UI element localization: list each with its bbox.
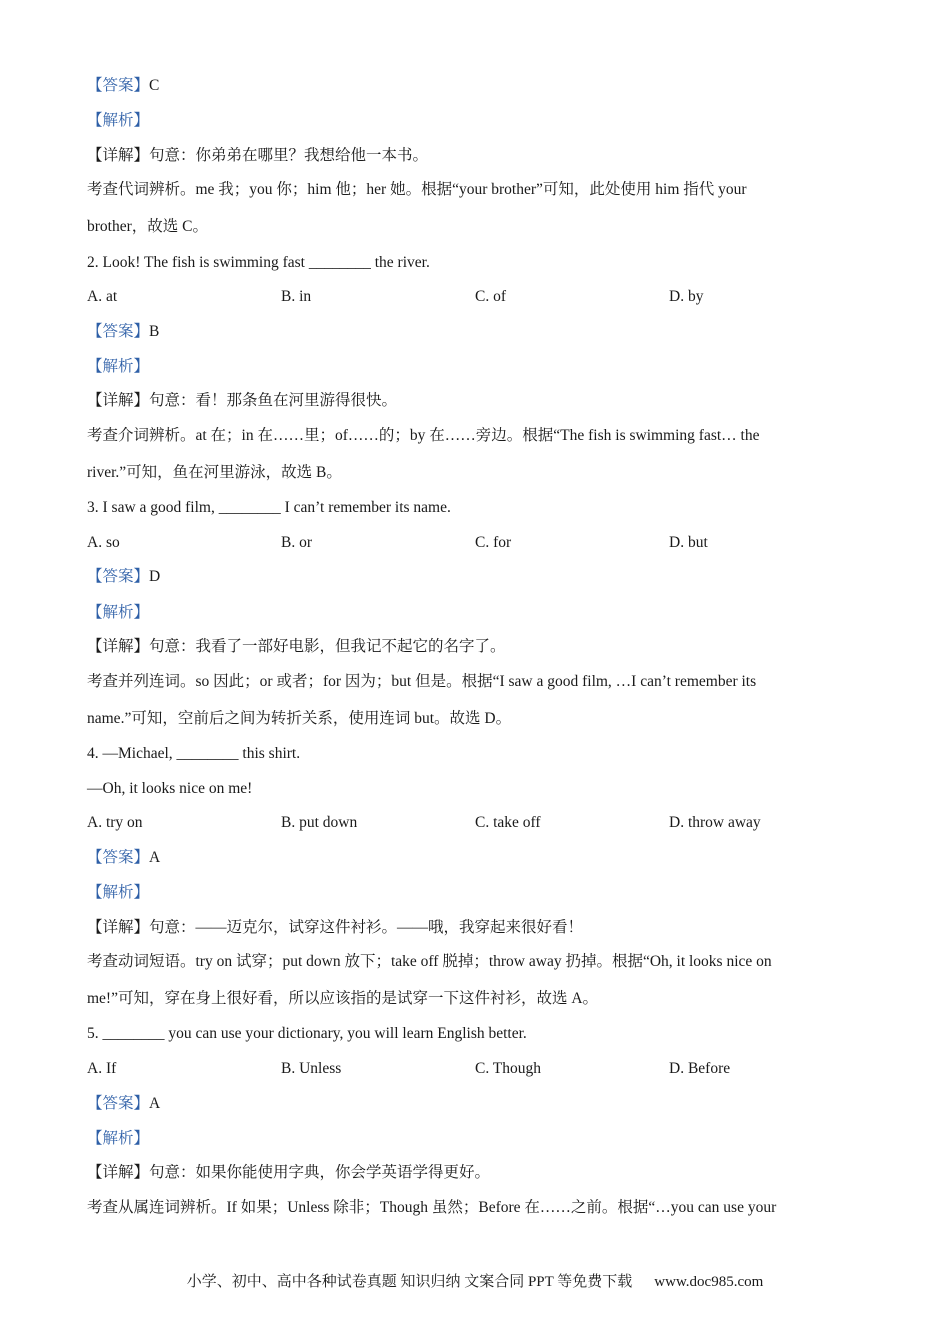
- q2-analysis-line: [87, 357, 850, 377]
- q1-detail-line: [87, 146, 850, 166]
- q5-detail-line: [87, 1163, 850, 1183]
- q3-option-a: A. so: [87, 534, 120, 551]
- answer-tag: 【答案】: [87, 323, 150, 340]
- q4-explanation-2: me!”可知，穿在身上很好看，所以应该指的是试穿一下这件衬衫，故选 A。: [87, 990, 599, 1007]
- q3-option-d: D. but: [669, 534, 708, 551]
- q5-stem: 5. ________ you can use your dictionary, you will learn English better.: [87, 1025, 527, 1042]
- analysis-tag: 【解析】: [87, 112, 150, 129]
- q3-detail-line: [87, 637, 850, 657]
- q5-answer-line: [87, 1094, 850, 1114]
- answer-tag: 【答案】: [87, 568, 150, 585]
- analysis-tag: 【解析】: [87, 358, 150, 375]
- q3-analysis-line: [87, 603, 850, 623]
- q2-option-a: A. at: [87, 288, 118, 305]
- q5-option-c: C. Though: [475, 1060, 542, 1077]
- q4-detail-line: [87, 918, 850, 938]
- q5-option-d: D. Before: [669, 1060, 731, 1077]
- detail-tag: 【详解】: [87, 392, 150, 409]
- q3-option-b: B. or: [281, 534, 312, 551]
- q4-stem: 4. —Michael, ________ this shirt.: [87, 745, 301, 762]
- q5-answer: A: [149, 1095, 161, 1112]
- footer-text: 小学、初中、高中各种试卷真题 知识归纳 文案合同 PPT 等免费下载: [186, 1274, 633, 1290]
- analysis-tag: 【解析】: [87, 1130, 150, 1147]
- q2-option-d: D. by: [669, 288, 704, 305]
- q3-answer-line: [87, 567, 850, 587]
- q2-meaning: 句意：看！那条鱼在河里游得很快。: [149, 392, 398, 409]
- q3-explanation-2: name.”可知，空前后之间为转折关系，使用连词 but。故选 D。: [87, 710, 512, 727]
- q4-stem-reply: —Oh, it looks nice on me!: [87, 780, 253, 797]
- answer-tag: 【答案】: [87, 849, 150, 866]
- q4-answer: A: [149, 849, 161, 866]
- q4-option-a: A. try on: [87, 814, 143, 831]
- q4-meaning: 句意：——迈克尔，试穿这件衬衫。——哦，我穿起来很好看！: [149, 919, 584, 936]
- q5-explanation-1: 考查从属连词辨析。If 如果；Unless 除非；Though 虽然；Before 在……之前。根据“…you can use your: [87, 1199, 777, 1216]
- q2-option-c: C. of: [475, 288, 506, 305]
- q4-option-d: D. throw away: [669, 814, 761, 831]
- q4-option-b: B. put down: [281, 814, 358, 831]
- answer-tag: 【答案】: [87, 77, 150, 94]
- q2-explanation-1: 考查介词辨析。at 在；in 在……里；of……的；by 在……旁边。根据“The fish is swimming fast… the: [87, 427, 760, 444]
- detail-tag: 【详解】: [87, 147, 150, 164]
- q4-answer-line: [87, 848, 850, 868]
- q5-meaning: 句意：如果你能使用字典，你会学英语学得更好。: [149, 1164, 491, 1181]
- q4-analysis-line: [87, 883, 850, 903]
- q2-answer: B: [149, 323, 160, 340]
- q3-option-c: C. for: [475, 534, 512, 551]
- footer-url[interactable]: www.doc985.com: [654, 1274, 764, 1290]
- detail-tag: 【详解】: [87, 919, 150, 936]
- q1-explanation-2: brother，故选 C。: [87, 218, 208, 235]
- detail-tag: 【详解】: [87, 1164, 150, 1181]
- q4-option-c: C. take off: [475, 814, 541, 831]
- q5-analysis-line: [87, 1129, 850, 1149]
- q2-option-b: B. in: [281, 288, 312, 305]
- page-footer: [0, 1270, 950, 1291]
- q2-explanation-2: river.”可知，鱼在河里游泳，故选 B。: [87, 464, 342, 481]
- q3-meaning: 句意：我看了一部好电影，但我记不起它的名字了。: [149, 638, 506, 655]
- analysis-tag: 【解析】: [87, 884, 150, 901]
- q1-explanation-1: 考查代词辨析。me 我；you 你；him 他；her 她。根据“your brother”可知，此处使用 him 指代 your: [87, 181, 747, 198]
- q1-answer-line: [87, 76, 850, 96]
- answer-tag: 【答案】: [87, 1095, 150, 1112]
- q5-option-a: A. If: [87, 1060, 117, 1077]
- q5-option-b: B. Unless: [281, 1060, 342, 1077]
- q2-answer-line: [87, 322, 850, 342]
- q1-answer: C: [149, 77, 160, 94]
- q2-stem: 2. Look! The fish is swimming fast ________ the river.: [87, 254, 430, 271]
- detail-tag: 【详解】: [87, 638, 150, 655]
- q3-answer: D: [149, 568, 161, 585]
- q1-meaning: 句意：你弟弟在哪里？我想给他一本书。: [149, 147, 429, 164]
- q1-analysis-line: [87, 111, 850, 131]
- q3-stem: 3. I saw a good film, ________ I can’t remember its name.: [87, 499, 451, 516]
- analysis-tag: 【解析】: [87, 604, 150, 621]
- q2-detail-line: [87, 391, 850, 411]
- q4-explanation-1: 考查动词短语。try on 试穿；put down 放下；take off 脱掉；throw away 扔掉。根据“Oh, it looks nice on: [87, 953, 772, 970]
- q3-explanation-1: 考查并列连词。so 因此；or 或者；for 因为；but 但是。根据“I saw a good film, …I can’t remember its: [87, 673, 757, 690]
